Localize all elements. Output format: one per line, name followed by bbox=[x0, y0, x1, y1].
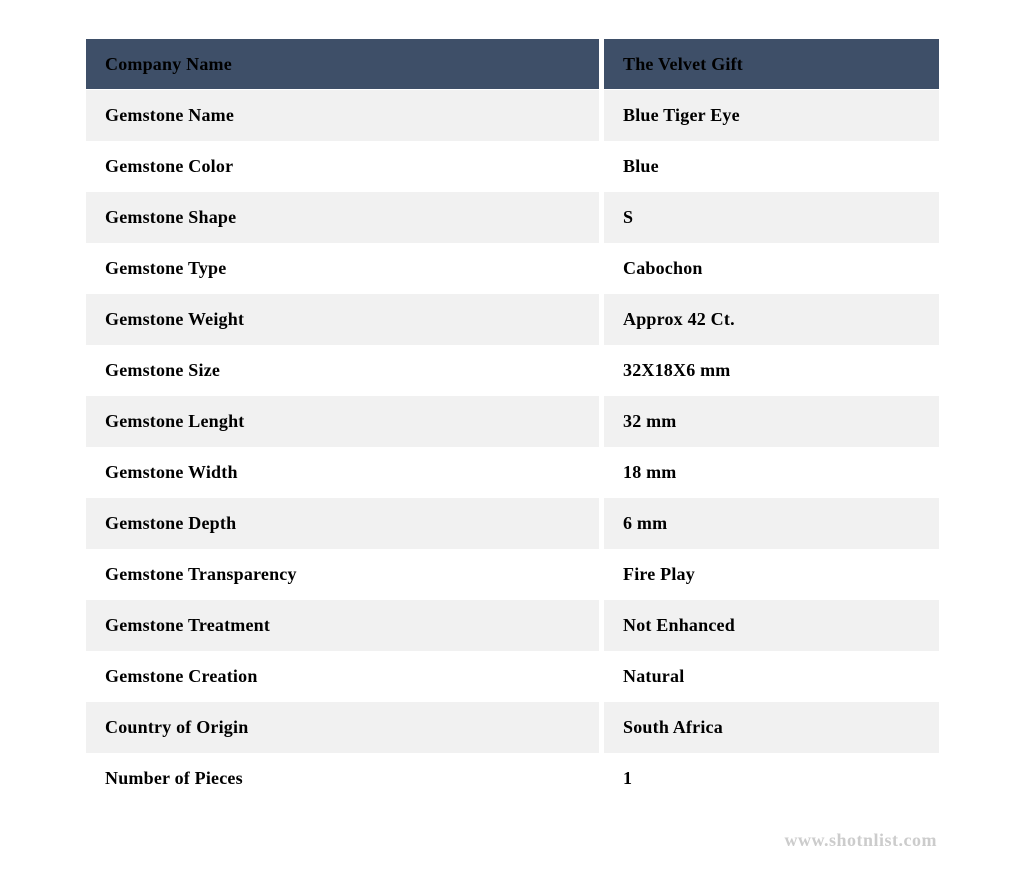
spec-value: Fire Play bbox=[623, 564, 695, 584]
table-row bbox=[86, 753, 939, 804]
gemstone-spec-table bbox=[86, 39, 939, 804]
table-row bbox=[86, 345, 939, 396]
spec-label: Gemstone Weight bbox=[86, 294, 604, 345]
spec-label: Gemstone Type bbox=[86, 243, 604, 294]
spec-label: Country of Origin bbox=[86, 702, 604, 753]
table-row bbox=[86, 702, 939, 753]
spec-value: Not Enhanced bbox=[623, 615, 735, 635]
table-row bbox=[86, 243, 939, 294]
table-row bbox=[86, 651, 939, 702]
table-row bbox=[86, 447, 939, 498]
spec-label: Gemstone Name bbox=[86, 90, 604, 141]
table-row bbox=[86, 498, 939, 549]
spec-label: Gemstone Depth bbox=[86, 498, 604, 549]
spec-label: Gemstone Creation bbox=[86, 651, 604, 702]
table-header-row bbox=[86, 39, 939, 90]
spec-value: 32 mm bbox=[623, 411, 677, 431]
company-name-value: The Velvet Gift bbox=[623, 53, 743, 74]
spec-value: 1 bbox=[623, 768, 633, 788]
spec-label: Gemstone Size bbox=[86, 345, 604, 396]
table-row bbox=[86, 396, 939, 447]
watermark-text: www.shotnlist.com bbox=[784, 830, 937, 850]
spec-value: Natural bbox=[623, 666, 685, 686]
spec-label: Gemstone Lenght bbox=[86, 396, 604, 447]
spec-label: Gemstone Transparency bbox=[86, 549, 604, 600]
spec-label: Gemstone Width bbox=[86, 447, 604, 498]
spec-value: South Africa bbox=[623, 717, 723, 737]
spec-value: Blue bbox=[623, 156, 659, 176]
table-row bbox=[86, 294, 939, 345]
spec-value: 6 mm bbox=[623, 513, 668, 533]
company-name-label: Company Name bbox=[86, 39, 604, 89]
table-row bbox=[86, 90, 939, 141]
spec-label: Gemstone Shape bbox=[86, 192, 604, 243]
table-row bbox=[86, 600, 939, 651]
spec-value: Blue Tiger Eye bbox=[623, 105, 740, 125]
table-row bbox=[86, 192, 939, 243]
spec-value: Cabochon bbox=[623, 258, 703, 278]
spec-value: 18 mm bbox=[623, 462, 677, 482]
spec-value: Approx 42 Ct. bbox=[623, 309, 735, 329]
spec-label: Gemstone Color bbox=[86, 141, 604, 192]
table-row bbox=[86, 549, 939, 600]
spec-label: Gemstone Treatment bbox=[86, 600, 604, 651]
spec-value: S bbox=[623, 207, 634, 227]
table-row bbox=[86, 141, 939, 192]
spec-label: Number of Pieces bbox=[86, 753, 604, 804]
spec-value: 32X18X6 mm bbox=[623, 360, 731, 380]
